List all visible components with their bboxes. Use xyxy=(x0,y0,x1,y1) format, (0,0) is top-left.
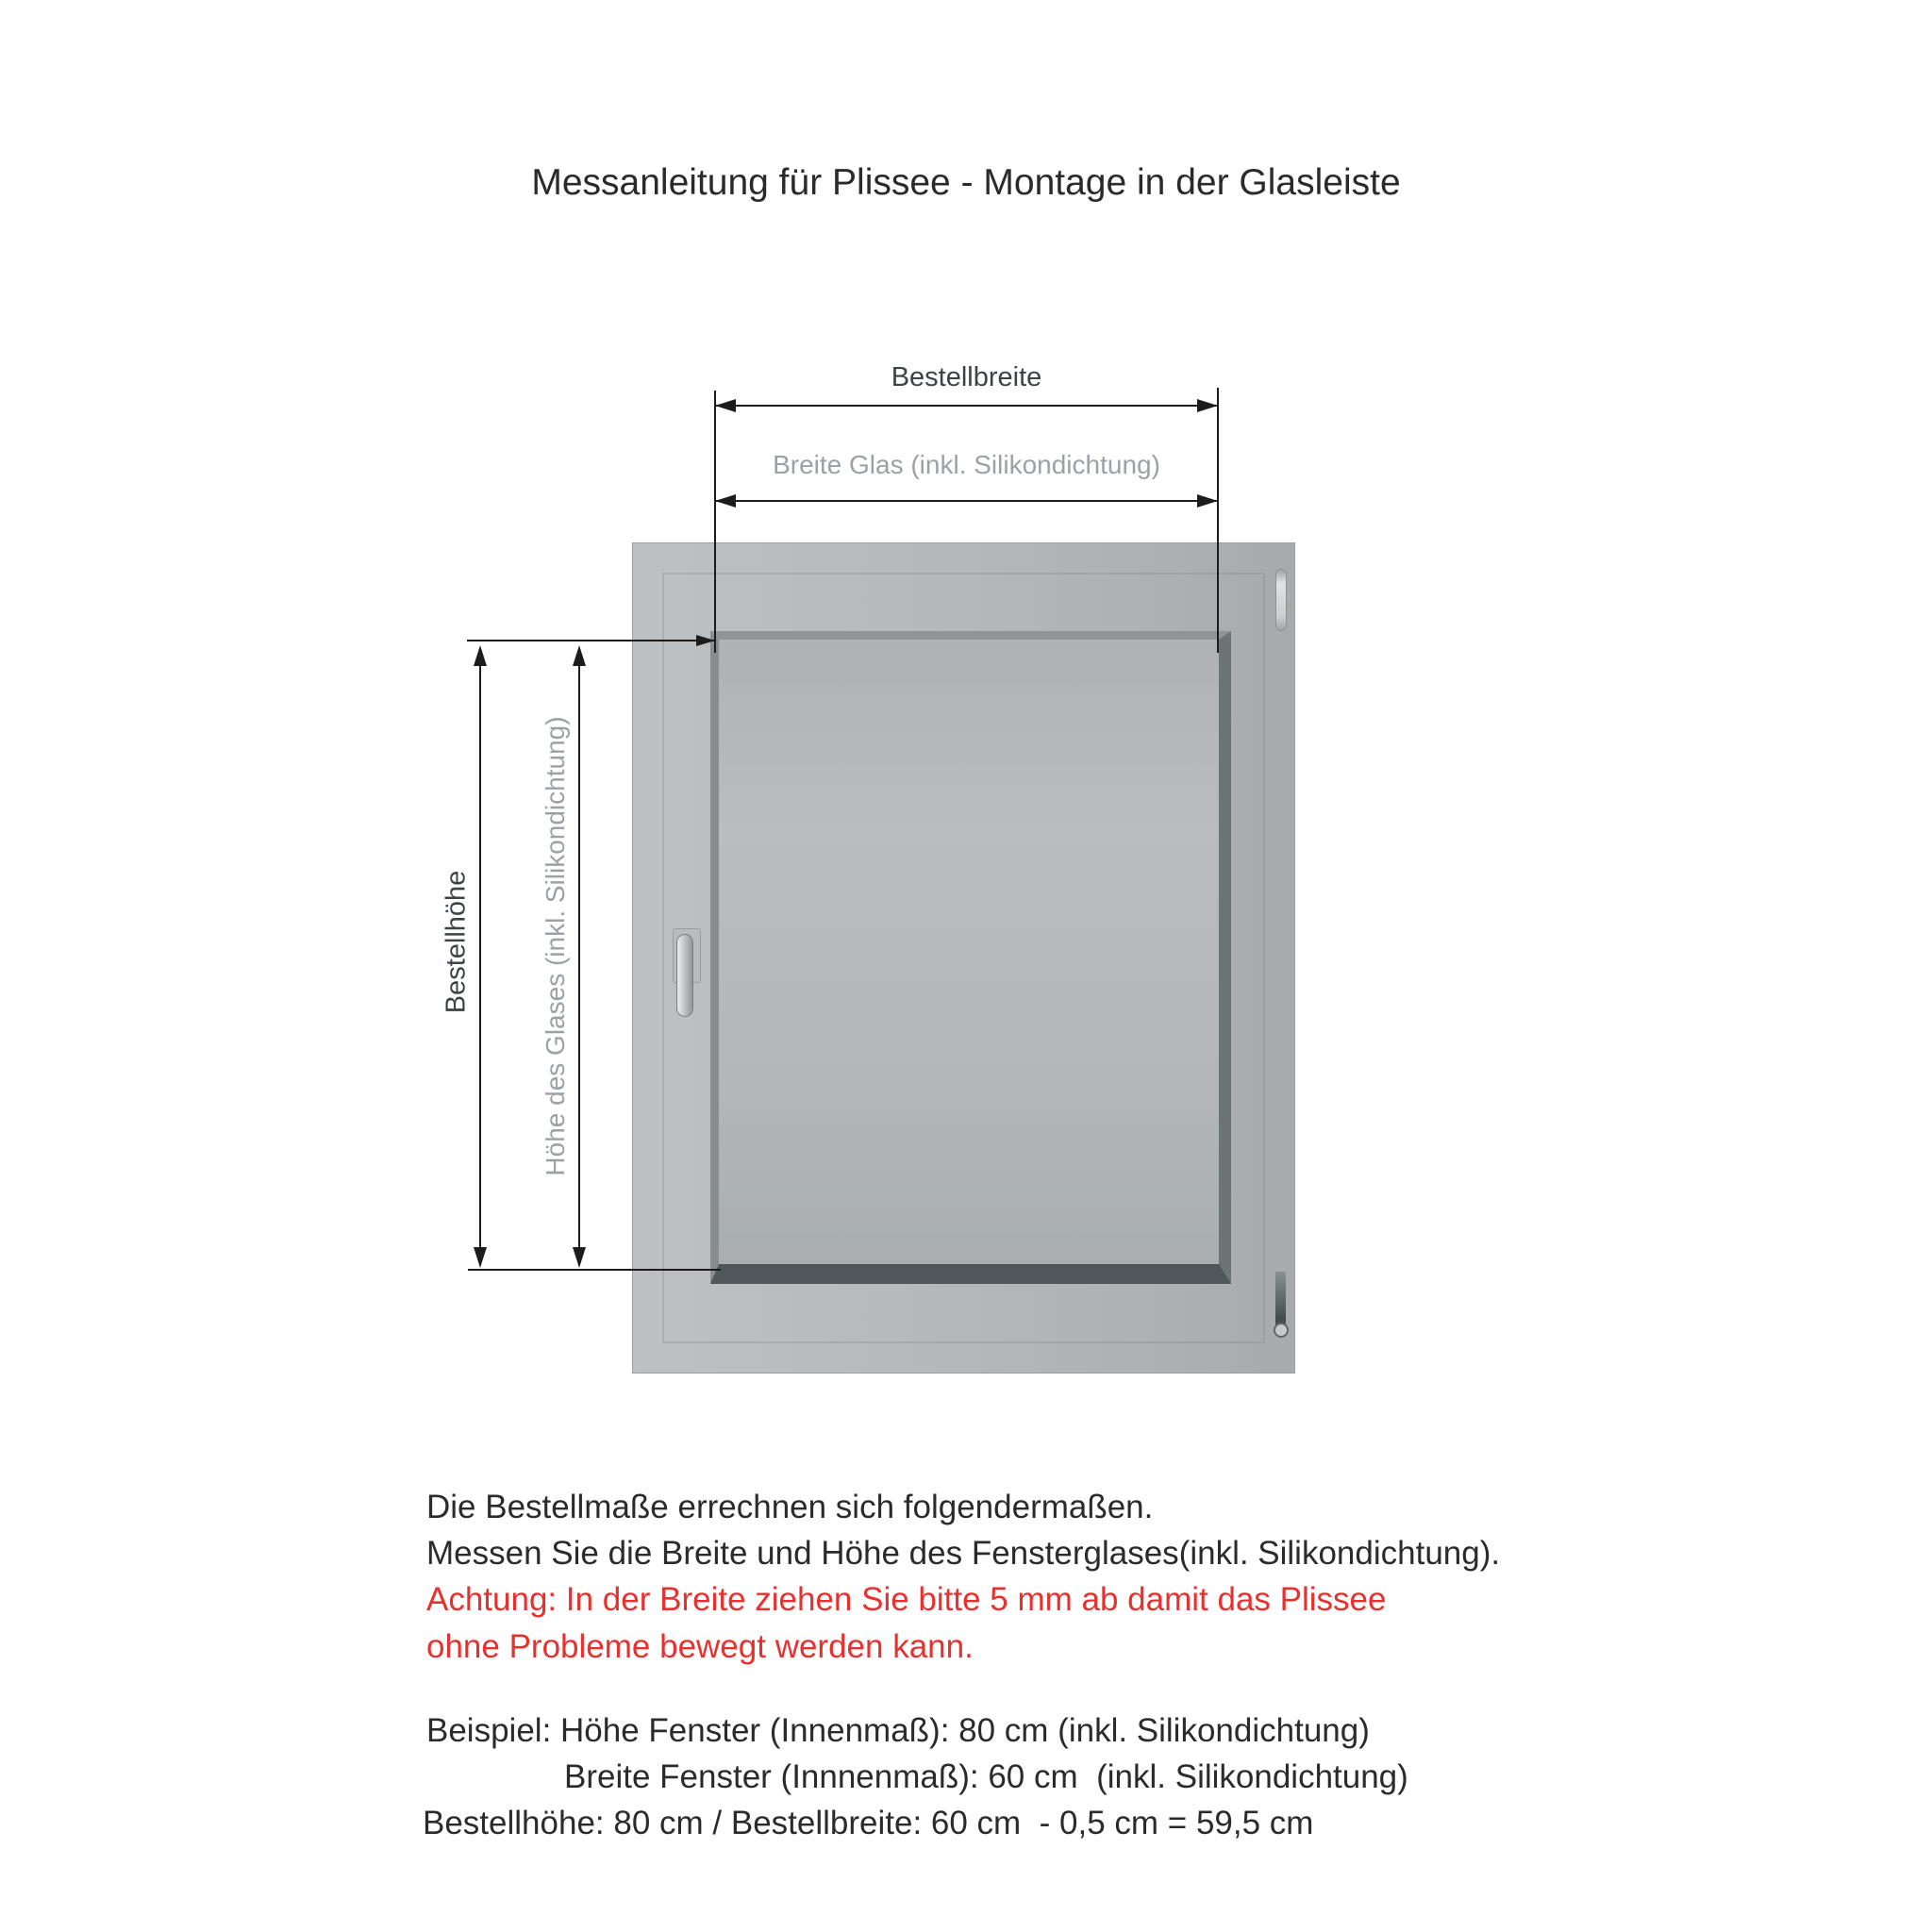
ref-line-glass-top xyxy=(467,640,715,641)
warning-line-2: ohne Probleme bewegt werden kann. xyxy=(426,1628,974,1665)
glass-pane xyxy=(719,640,1219,1264)
arrowhead-right-icon xyxy=(696,635,715,646)
example-line-result: Bestellhöhe: 80 cm / Bestellbreite: 60 cm - 0,5 cm = 59,5 cm xyxy=(423,1805,1314,1841)
example-line-height: Beispiel: Höhe Fenster (Innenmaß): 80 cm (inkl. Silikondichtung) xyxy=(426,1712,1370,1749)
hinge-bottom-cap xyxy=(1274,1323,1289,1338)
ref-line-glass-right xyxy=(1217,388,1219,653)
example-line-width: Breite Fenster (Innnenmaß): 60 cm (inkl. Silikondichtung) xyxy=(564,1758,1408,1795)
glass-height-line xyxy=(578,651,580,1264)
arrowhead-down-icon xyxy=(474,1247,487,1268)
arrowhead-right-icon xyxy=(1197,494,1218,508)
instruction-line-2: Messen Sie die Breite und Höhe des Fensterglases(inkl. Silikondichtung). xyxy=(426,1535,1501,1572)
order-height-label: Bestellhöhe xyxy=(441,870,472,1014)
glass-height-label: Höhe des Glases (inkl. Silikondichtung) xyxy=(541,716,570,1176)
window-frame xyxy=(632,542,1295,1374)
order-width-label: Bestellbreite xyxy=(891,362,1042,392)
ref-line-glass-bottom xyxy=(468,1269,721,1271)
glass-width-label: Breite Glas (inkl. Silikondichtung) xyxy=(773,450,1160,479)
page-title: Messanleitung für Plissee - Montage in der Glasleiste xyxy=(531,162,1401,203)
hinge-top xyxy=(1275,569,1287,631)
glass-width-line xyxy=(715,500,1218,502)
order-height-line xyxy=(479,651,481,1264)
window-handle xyxy=(676,934,693,1017)
arrowhead-right-icon xyxy=(1197,399,1218,412)
arrowhead-up-icon xyxy=(474,645,487,666)
arrowhead-up-icon xyxy=(573,645,586,666)
arrowhead-left-icon xyxy=(715,399,736,412)
order-width-line xyxy=(715,405,1218,407)
arrowhead-left-icon xyxy=(715,494,736,508)
ref-line-glass-left xyxy=(714,391,716,653)
hinge-bottom xyxy=(1275,1272,1286,1326)
warning-line-1: Achtung: In der Breite ziehen Sie bitte 5 mm ab damit das Plissee xyxy=(426,1581,1387,1618)
instruction-line-1: Die Bestellmaße errechnen sich folgendermaßen. xyxy=(426,1489,1154,1525)
glass-bead-frame xyxy=(710,631,1231,1284)
arrowhead-down-icon xyxy=(573,1247,586,1268)
